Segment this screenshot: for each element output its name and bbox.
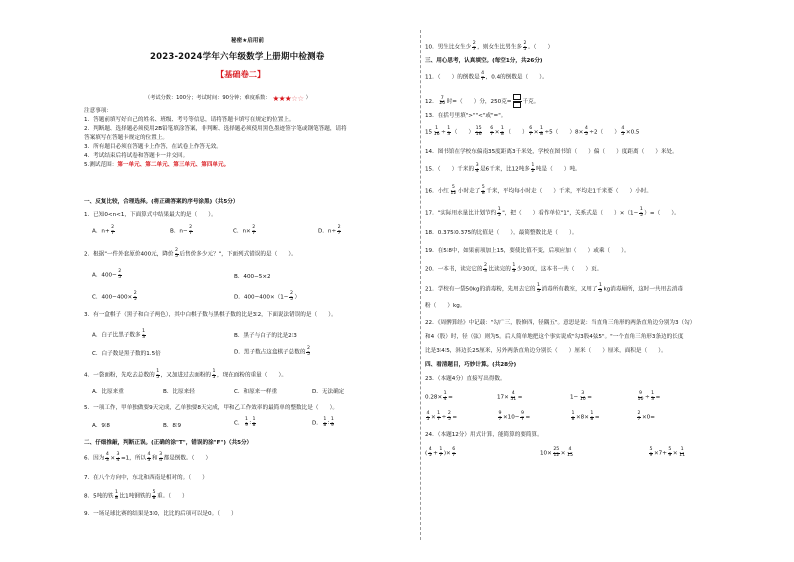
question-19: 19．在5∶8中，如果前项加上15，要使比值不变，后项应加（ ）或乘（ ）。 <box>425 248 630 254</box>
secret-label: 秘密★启用前 <box>231 38 264 44</box>
calc-2: 17× $\frac{4}{51}$ = <box>497 391 523 402</box>
question-9: 9．一场足球比赛的结果是3∶0，比比的后项可以是0。（ ） <box>84 511 237 517</box>
calc-7: $\frac{1}{8}$ ×8× $\frac{1}{8}$ = <box>571 411 600 422</box>
test-scope: 5.测试范围：第一单元、第二单元、第三单元、第四单元。 <box>84 162 230 168</box>
question-6: 6．因为 $\frac{4}{3}$ × $\frac{3}{4}$ =1，所以 $\frac{4}{3}$ 和 $\frac{3}{4}$ 都是倒数。（ ） <box>84 452 212 463</box>
section-4-heading: 四、看清题目，巧妙计算。(共28分) <box>425 362 517 368</box>
notice-line: 1．答题前填写好自己的姓名、班级、考号等信息，请将答题卡填写在规定的位置上。 <box>84 117 295 123</box>
notice-line: 答案填写在答题卡规定的位置上。 <box>84 135 168 141</box>
q1-option-d: D．n÷ $\frac{2}{7}$ <box>318 225 341 236</box>
q3-option-b: B．黑子与白子的比是2∶3 <box>234 333 297 339</box>
q13-row: 15 $\frac{1}{16}$ ÷ $\frac{1}{3}$ （ ） $\frac{15}{16}$ $\frac{6}{7}$ × $\frac{1}{8}$ （ ） $\frac{6}{7}$ × $\frac{1}{8}$ ÷5（ ）8× $\frac{4}{5}$ ÷2（ ） $\frac{4}{5}$ ×0.5 <box>425 126 640 137</box>
q1-option-c: C．n× $\frac{2}{7}$ <box>233 225 256 236</box>
question-17: 17．"实际用水量比计划节约 $\frac{1}{5}$ "，把（ ）看作单位"1"，关系式是（ ）×（1− $\frac{1}{5}$ ）=（ ）。 <box>425 207 680 218</box>
question-22-line3: 比是3∶4∶5，斜边长25厘米，另外两条直角边分别长（ ）厘米（ ）厘米，面积是（ ）。 <box>425 348 667 354</box>
q1-option-a: A．n+ $\frac{2}{7}$ <box>92 225 115 236</box>
question-3: 3．有一盒棋子（黑子和白子两色），其中白棋子数与黑棋子数的比是3∶2，下面说法错误的是（ ）。 <box>84 312 337 318</box>
question-12: 12． $\frac{7}{20}$ 时=（ ）分，250克= 千克。 <box>425 95 540 107</box>
q2-option-d: D．400−400×（1− $\frac{2}{5}$ ） <box>234 291 301 302</box>
q1-option-b: B．n− $\frac{2}{7}$ <box>170 225 193 236</box>
calc-5: $\frac{4}{5}$ × $\frac{1}{7}$ ÷ $\frac{2}{5}$ = <box>426 411 458 422</box>
expr-3: $\frac{5}{9}$ ×7+ $\frac{5}{9}$ × $\frac{1}{11}$ <box>649 447 686 458</box>
difficulty-stars <box>272 94 303 103</box>
question-20: 20．一本书，读完它的 $\frac{2}{3}$ 比读完的 $\frac{1}{3}$ 少30页，这本书一共（ ）页。 <box>425 263 603 274</box>
calc-6: $\frac{9}{7}$ ×10− $\frac{9}{7}$ = <box>498 411 531 422</box>
question-13: 13．在括号里填">""<"或"="。 <box>425 113 507 119</box>
calc-8: $\frac{2}{7}$ ×0= <box>637 411 655 422</box>
expr-2: 10× $\frac{25}{12}$ × $\frac{4}{15}$ <box>540 447 573 458</box>
notice-line: 2．判断题、选择题必须使用2B铅笔填涂答案，非判断、选择题必须使用黑色墨迹签字笔或钢笔答题，请将 <box>84 126 347 132</box>
question-23: 23．（本题4分）直接写出得数。 <box>425 376 506 382</box>
q4-option-d: D．无法确定 <box>312 389 345 395</box>
section-3-heading: 三、用心思考，认真填空。(每空1分，共26分) <box>425 58 543 64</box>
exam-subtitle: 【基础卷二】 <box>216 69 266 79</box>
exam-title: 2023-2024学年六年级数学上册期中检测卷 <box>150 52 325 62</box>
question-8: 8．5吨的铁 $\frac{1}{8}$ 比1吨钢铁的 $\frac{5}{8}$ 重。（ ） <box>84 490 188 501</box>
q3-option-d: D．黑子数占这盒棋子总数的 $\frac{2}{5}$ <box>234 346 310 357</box>
q4-option-c: C．和原来一样重 <box>234 389 278 395</box>
q5-option-d: D． $\frac{1}{8}$ ∶ $\frac{1}{9}$ <box>312 417 334 428</box>
notice-heading: 注意事项： <box>84 108 112 114</box>
notice-line: 4．考试结束后将试卷和答题卡一并交回。 <box>84 153 189 159</box>
question-5: 5．一项工作，甲单独做要9天完成，乙单独要8天完成，甲和乙工作效率的最简单的整数比是（ ）。 <box>84 405 339 411</box>
q5-option-a: A．9∶8 <box>92 423 110 429</box>
star-outline-icon: ☆ <box>291 94 298 103</box>
question-15: 15．（ ）千米的 $\frac{3}{4}$ 是6千米，比12吨多 $\frac{1}{2}$ 吨是（ ）吨。 <box>425 163 581 174</box>
star-icon: ★ <box>272 94 279 103</box>
expr-1: ( $\frac{4}{5}$ + $\frac{1}{7}$ )× $\frac{6}{7}$ <box>425 447 456 458</box>
calc-3: 1− $\frac{3}{10}$ = <box>570 391 592 402</box>
question-2: 2．根据"一件外套原价400元，降价 $\frac{2}{5}$ 后售价多少元？"，下面列式错误的是（ ）。 <box>84 248 297 259</box>
question-22: 22．《周髀算经》中记载："勾广三，股修四，径隅五"。意思是说：当直角三角形的两条直角边分别为3（勾） <box>425 320 696 326</box>
q3-option-a: A．白子比黑子数多 $\frac{1}{3}$ <box>92 329 146 340</box>
question-18: 18．0.375∶0.375的比值是（ ），最简整数比是（ ）。 <box>425 230 578 236</box>
question-24: 24．（本题12分）用式计算，能简算的要简算。 <box>425 432 543 438</box>
question-16: 16．小红 $\frac{5}{12}$ 小时走了 $\frac{5}{8}$ 千米，平均每小时走（ ）千米，平均走1千米要（ ）小时。 <box>425 185 653 196</box>
star-icon: ★ <box>284 94 292 103</box>
exam-meta: （考试分数：100分；考试时间：90分钟；难度系数： ★★★☆☆ ） <box>145 94 311 103</box>
q5-option-c: C． $\frac{1}{9}$ ∶ $\frac{1}{8}$ <box>234 417 256 428</box>
q2-option-b: B．400−5×2 <box>234 274 271 280</box>
question-1: 1．已知0<n<1，下面算式中结果最大的是（ ）。 <box>84 212 217 218</box>
star-icon: ★ <box>278 94 285 103</box>
q4-option-b: B．比原来轻 <box>163 389 195 395</box>
calc-1: 0.28× $\frac{1}{4}$ = <box>425 391 453 402</box>
notice-line: 3．所有题目必须在答题卡上作答，在试卷上作答无效。 <box>84 144 222 150</box>
question-10: 10．男生比女生少 $\frac{2}{7}$ ，则女生比男生多 $\frac{2}{5}$ 。（ ） <box>425 41 554 52</box>
q3-option-c: C．白子数是黑子数的1.5倍 <box>92 351 161 357</box>
question-14: 14．图书馆在学校东偏南35度距离3千米处，学校在图书馆（ ）偏（ ）度距离（ ）米处。 <box>425 149 678 155</box>
question-7: 7．在八个方向中，东北和西南是相对的。（ ） <box>84 475 208 481</box>
section-1-heading: 一、反复比较，合理选择。(将正确答案的序号涂黑)（共5分） <box>84 199 239 205</box>
question-11: 11．（ ）的倒数是 $\frac{4}{7}$ ，0.4的倒数是（ ）。 <box>425 71 548 82</box>
q2-option-c: C．400−400× $\frac{2}{5}$ <box>92 291 137 302</box>
q5-option-b: B．8∶9 <box>163 423 182 429</box>
question-21: 21．学校有一袋50kg的消毒粉，先用去它的 $\frac{1}{5}$ 消毒所有教室，又用了 $\frac{1}{5}$ kg消毒厕所，这时一共用去消毒 <box>425 283 683 294</box>
question-21-cont: 粉（ ）kg。 <box>425 303 466 309</box>
star-outline-icon: ☆ <box>297 94 304 103</box>
question-4: 4．一袋面粉，先吃去总数的 $\frac{1}{5}$ ，又加进过去面粉的 $\frac{1}{5}$ ，现在面粉的重量（ ）。 <box>84 369 287 380</box>
calc-4: $\frac{9}{10}$ ÷ $\frac{1}{3}$ = <box>637 391 661 402</box>
column-divider <box>420 30 421 540</box>
question-22-line2: 和4（股）时，径（弦）则为5。后人简单地把这个事实说成"勾3股4弦5"。"一个直角三角形3条边的长度 <box>425 334 684 340</box>
section-2-heading: 二、仔细推敲，判断正误。(正确的涂"T"，错误的涂"F")（共5分） <box>84 440 253 446</box>
q4-option-a: A．比原来重 <box>92 389 124 395</box>
q2-option-a: A．400− $\frac{2}{5}$ <box>92 269 122 280</box>
